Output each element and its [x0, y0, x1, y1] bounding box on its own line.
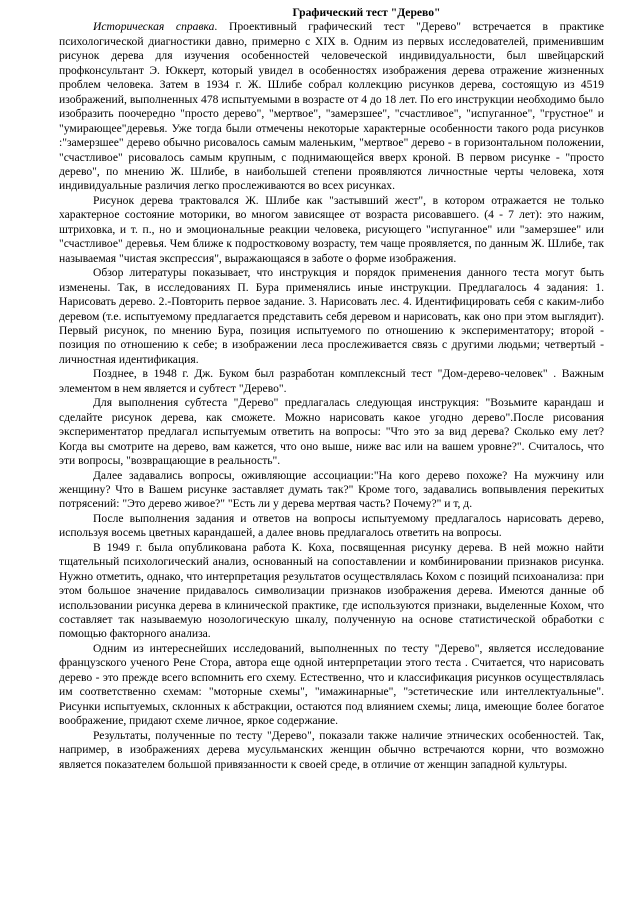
- paragraph-frozen-gesture: Рисунок дерева трактовался Ж. Шлибе как "застывший жест", в котором отражается не только характерное состояние моторики, во многом зависящее от возраста рисовавшего. (4 - 7 лет): это нажим, штриховка, и т. п., но и эмоциональные реакции человека, рисующего "испуганное" или "замерзшее" или "счастливое" деревья. Чем ближе к подростковому возрасту, тем чаще проявляется, по данным Ж. Шлибе, так называемая "чистая экспрессия", выражающаяся в заботе о форме изображения.: [59, 193, 604, 265]
- paragraph-association-questions: Далее задавались вопросы, оживляющие ассоциации:"На кого дерево похоже? На мужчину или женщину? Что в Вашем рисунке заставляет думать так?" Кроме того, задавались вопвывления перекитых потрясений: "Это дерево живое?" "Есть ли у дерева мертвая часть? Почему?" и т, д.: [59, 468, 604, 511]
- paragraph-ethnic-features: Результаты, полученные по тесту "Дерево", показали также наличие этнических особенностей. Так, например, в изображениях дерева мусульманских женщин обычно встречаются корни, что возможно является показателем большой привязанности к своей среде, в отличие от женщин западной культуры.: [59, 728, 604, 771]
- document-title: Графический тест "Дерево": [292, 6, 441, 19]
- historical-note-text: . Проективный графический тест "Дерево" встречается в практике психологической диагностики давно, примерно с XIX в. Одним из первых исследователей, применившим рисунок дерева для изучения особенностей человеческой индивидуальности, был швейцарский профконсультант Э. Юккерт, который увидел в особенностях изображения дерева отражение жизненных проблем человека. Затем в 1934 г. Ж. Шлибе собрал коллекцию рисунков дерева, состоящую из 4519 изображений, выполненных 478 испытуемыми в возрасте от 4 до 18 лет. По его инструкции необходимо было изобразить поочередно "просто дерево", "мертвое", "замерзшее", "счастливое", "испуганное", "грустное" и "умирающее"деревья. Уже тогда были отмечены некоторые характерные особенности такого рода рисунков :"замерзшее" дерево обычно рисовалось самым маленьким, "мертвое" дерево - в горизонтальном положении, "счастливое" рисовалось самым крупным, с поднимающейся вверх кроной. В первом рисунке - "просто дерево", по мнению Ж. Шлибе, в наибольшей степени проявляются личностные черты человека, хотя индивидуальные различия легко прослеживаются во всех рисунках.: [59, 20, 604, 193]
- paragraph-subtest-instruction: Для выполнения субтеста "Дерево" предлагалась следующая инструкция: "Возьмите карандаш и сделайте рисунок дерева, как сможете. Можно нарисовать какое угодно дерево".После рисования экспериментатор предлагал испытуемым ответить на вопросы: "Что это за вид дерева? Сколько ему лет? Когда вы смотрите на дерево, вам кажется, что оно выше, ниже вас или на вашем уровне?". Считалось, что эти вопросы, "возвращающие в реальность".: [59, 396, 604, 468]
- paragraph-buck-test: Позднее, в 1948 г. Дж. Буком был разработан комплексный тест "Дом-дерево-человек" . Важным элементом в нем является и субтест "Дерево".: [59, 367, 604, 395]
- paragraph-stora-research: Одним из интереснейших исследований, выполненных по тесту "Дерево", является исследование французского ученого Рене Стора, автора еще одной интерпретации этого теста . Считается, что нарисовать дерево - это прежде всего вспомнить его схему. Естественно, что и классификация рисунков осуществлялась им соответственно схемам: "моторные схемы", "имажинарные", "эстетические или интеллектуальные". Рисунки испытуемых, склонных к абстракции, остаются под влиянием схемы; лица, имеющие более богатое воображение, придают схеме личное, яркое содержание.: [59, 641, 604, 728]
- paragraph-literature-review: Обзор литературы показывает, что инструкция и порядок применения данного теста могут быть изменены. Так, в исследованиях П. Бура применялись иные инструкции. Предлагалось 4 задания: 1. Нарисовать дерево. 2.-Повторить первое задание. 3. Нарисовать лес. 4. Идентифицировать себя с каким-либо деревом (т.е. испытуемому предлагается представить себя деревом и нарисовать, как оно при этом выглядит). Первый рисунок, по мнению Бура, позиция испытуемого по отношению к экспериментатору; второй - позиция по отношению к себе; в изображении леса прослеживается связь с другими людьми; четвертый - личностная идентификация.: [59, 266, 604, 366]
- paragraph-historical-note: [59, 20, 604, 193]
- paragraph-color-pencils: После выполнения задания и ответов на вопросы испытуемому предлагалось нарисовать дерево, используя восемь цветных карандашей, а далее вновь предлагалось ответить на вопросы.: [59, 511, 604, 540]
- paragraph-koch-work: В 1949 г. была опубликована работа К. Коха, посвященная рисунку дерева. В ней можно найти тщательный психологический анализ, основанный на сопоставлении и комбинировании признаков рисунка. Нужно отметить, однако, что интерпретация результатов осуществлялась Кохом с позиций психоанализа: при этом большое значение придавалось символизации признаков изображения дерева. Имеются данные об использовании рисунка дерева в клинической практике, где используются признаки, выделенные Кохом, что составляет так называемую нозологическую шкалу, полученную на основе статистической обработки с помощью факторного анализа.: [59, 540, 604, 641]
- historical-note-lead: Историческая справка: [93, 20, 215, 34]
